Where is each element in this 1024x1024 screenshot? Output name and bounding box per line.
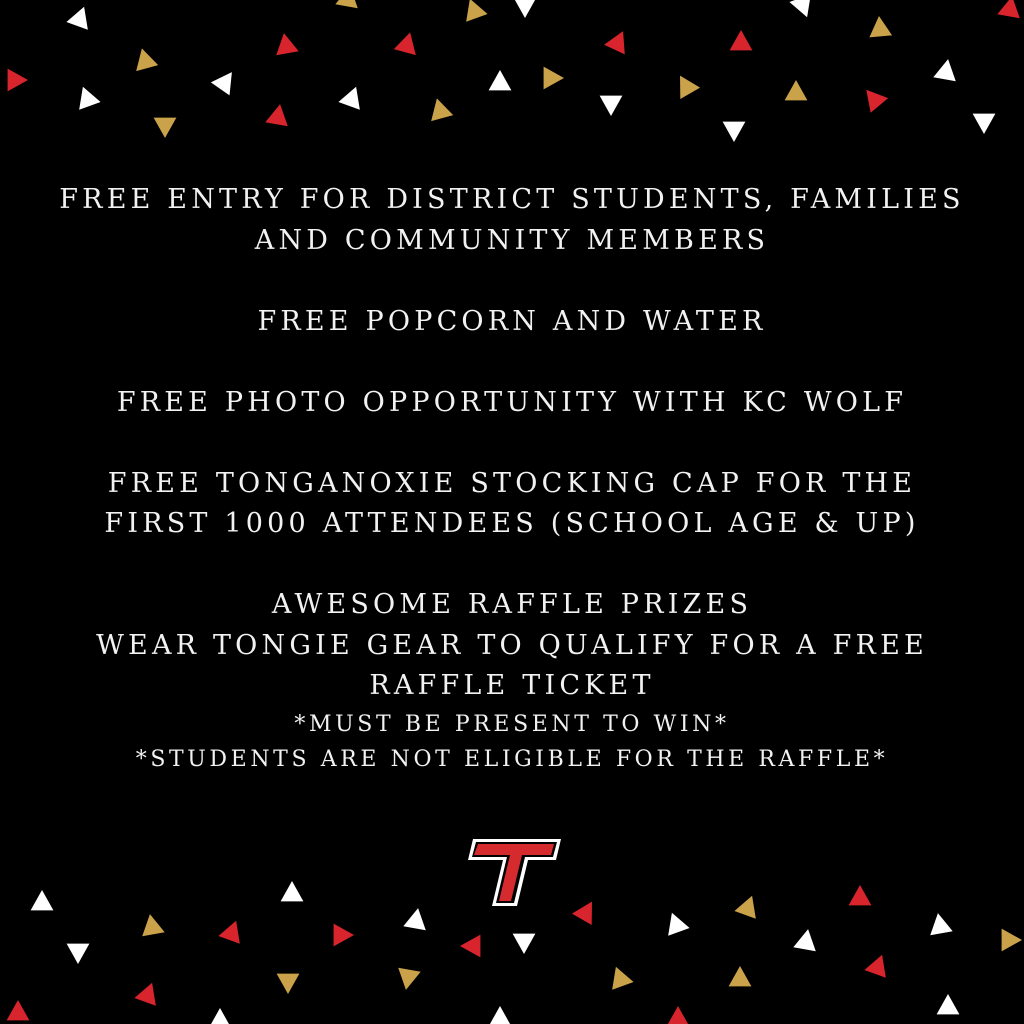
confetti-triangle [8,69,28,92]
confetti-triangle [572,896,602,925]
confetti-triangle [544,67,564,90]
free-popcorn-line: FREE POPCORN AND WATER [257,305,767,337]
confetti-triangle [730,30,753,50]
confetti-triangle [1002,929,1022,952]
confetti-triangle [265,102,291,126]
confetti-triangle [864,951,892,978]
free-photo-line: FREE PHOTO OPPORTUNITY WITH KC WOLF [116,386,908,418]
confetti-triangle [785,80,808,100]
confetti-triangle [67,944,90,964]
stocking-cap-line-2: FIRST 1000 ATTENDEES (SCHOOL AGE & UP) [104,508,920,539]
confetti-triangle [858,82,889,112]
confetti-triangle [334,924,354,947]
confetti-triangle [72,83,100,110]
confetti-triangle [605,963,633,990]
confetti-triangle [997,0,1023,18]
confetti-triangle [729,966,752,986]
confetti-triangle [513,934,536,954]
confetti-triangle [338,83,366,110]
confetti-triangle [604,26,633,54]
confetti-triangle [426,95,453,121]
confetti-triangle [134,979,162,1006]
confetti-triangle [927,911,953,935]
confetti-triangle [723,122,746,142]
raffle-qualify-line-1: WEAR TONGIE GEAR TO QUALIFY FOR A FREE [96,629,928,661]
confetti-triangle [793,927,819,951]
confetti-triangle [335,0,361,8]
confetti-triangle [868,15,892,37]
confetti-triangle [273,31,299,55]
confetti-triangle [209,1008,232,1024]
confetti-triangle [514,0,537,18]
confetti-triangle [211,66,241,96]
confetti-triangle [849,885,872,905]
confetti-triangle [281,881,304,901]
confetti-triangle [7,1000,30,1020]
confetti-triangle [131,45,158,71]
must-be-present-note: *MUST BE PRESENT TO WIN* [294,711,730,737]
tonganoxie-t-logo-icon [464,838,562,908]
stocking-cap-line-1: FREE TONGANOXIE STOCKING CAP FOR THE [107,467,917,499]
confetti-triangle [734,892,762,919]
free-entry-line-1: FREE ENTRY FOR DISTRICT STUDENTS, FAMILIES [59,184,965,215]
confetti-triangle [460,935,480,958]
confetti-triangle [789,0,817,21]
confetti-triangle [670,70,700,99]
confetti-triangle [394,29,421,55]
raffle-prizes-line: AWESOME RAFFLE PRIZES [271,589,753,620]
confetti-triangle [600,96,623,116]
confetti-triangle [395,968,421,992]
students-not-eligible-note: *STUDENTS ARE NOT ELIGIBLE FOR THE RAFFLE* [135,746,889,772]
event-details [0,180,1024,777]
confetti-triangle [661,909,689,936]
free-entry-line-2: AND COMMUNITY MEMBERS [254,224,770,256]
confetti-triangle [218,917,246,944]
confetti-triangle [489,70,512,90]
confetti-triangle [403,906,429,930]
confetti-triangle [459,0,487,22]
confetti-triangle [139,912,165,936]
confetti-triangle [667,1006,690,1024]
confetti-triangle [154,118,177,138]
confetti-triangle [66,3,94,30]
confetti-triangle [489,1006,512,1024]
confetti-triangle [31,890,54,910]
confetti-triangle [933,57,959,81]
confetti-triangle [973,114,996,134]
confetti-triangle [277,974,300,994]
raffle-qualify-line-2: RAFFLE TICKET [369,670,655,701]
confetti-triangle [937,994,960,1014]
